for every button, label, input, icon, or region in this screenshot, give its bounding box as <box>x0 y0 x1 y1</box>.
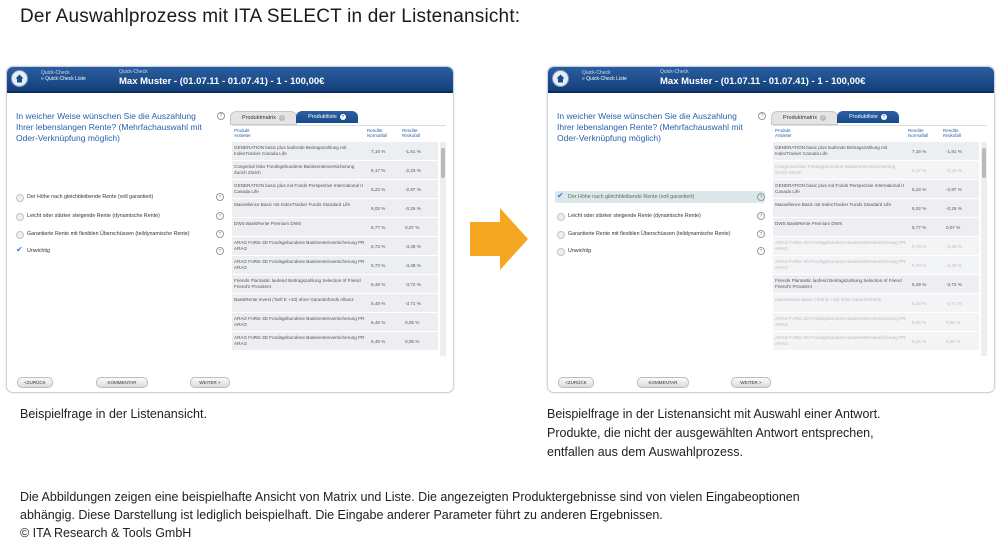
product-list-header <box>232 126 438 142</box>
answer-option[interactable] <box>14 228 224 240</box>
rendite-risiko-value: -1,81 % <box>946 149 962 154</box>
copyright: © ITA Research & Tools GmbH <box>20 526 192 540</box>
product-name: Congenial riskx Fondsgebundene Basisrentenversicherung Zurich Zürich <box>775 164 896 175</box>
rendite-risiko-value: 0,05 % <box>946 320 961 325</box>
rendite-risiko-value: -0,26 % <box>405 206 421 211</box>
rendite-risiko-value: -2,23 % <box>405 168 421 173</box>
rendite-risiko-value: -3,48 % <box>946 244 962 249</box>
product-row[interactable] <box>232 294 438 313</box>
scrollbar-thumb[interactable] <box>441 148 445 178</box>
product-row[interactable] <box>232 199 438 218</box>
breadcrumb-current: » Quick-Check Liste <box>582 76 627 82</box>
product-name: GENERATION basic plus mit Fonds Perspective International II Canada Life <box>775 183 904 194</box>
breadcrumb-current: » Quick-Check Liste <box>41 76 86 82</box>
product-row[interactable] <box>773 294 979 313</box>
col-rendite-risiko[interactable]: Rendite Risikofall <box>943 128 962 138</box>
product-name: ARAG FoRte 3D Fondsgebundene Basisrentenversicherung PR ARAG <box>234 259 365 270</box>
home-icon[interactable] <box>552 70 569 87</box>
rendite-normal-value: 6,17 % <box>371 168 386 173</box>
rendite-risiko-value: -0,26 % <box>946 206 962 211</box>
product-row[interactable] <box>773 237 979 256</box>
rendite-risiko-value: 0,07 % <box>946 225 961 230</box>
header-small-label: Quick-Check <box>660 69 689 75</box>
rendite-normal-value: 5,77 % <box>371 225 386 230</box>
product-row[interactable] <box>773 332 979 351</box>
product-name: ARAG FoRte 3D Fondsgebundene Basisrentenversicherung PR ARAG <box>775 240 906 251</box>
arrow-right-icon <box>470 208 530 270</box>
product-name: ARAG FoRte 3D Fondsgebundene Basisrentenversicherung PR ARAG <box>234 316 365 327</box>
option-info-icon[interactable]: ? <box>757 230 765 238</box>
rendite-normal-value: 6,02 % <box>912 206 927 211</box>
product-row[interactable] <box>232 218 438 237</box>
col-rendite-risiko[interactable]: Rendite Risikofall <box>402 128 421 138</box>
comment-button[interactable]: KOMMENTAR <box>96 377 148 388</box>
answer-option-label: Der Höhe nach gleichbleibende Rente (voll garantiert) <box>27 194 154 200</box>
product-row[interactable] <box>232 237 438 256</box>
rendite-risiko-value: 0,05 % <box>405 339 420 344</box>
comment-button[interactable]: KOMMENTAR <box>637 377 689 388</box>
tab-help-icon: ? <box>341 113 345 119</box>
product-row[interactable] <box>773 199 979 218</box>
breadcrumb-parent[interactable]: Quick-Check <box>582 70 611 76</box>
product-name: Maxxellence Basic mit IndexTracker Funds Standard Life <box>775 202 892 207</box>
home-icon[interactable] <box>11 70 28 87</box>
header-title: Max Muster - (01.07.11 - 01.07.41) - 1 - 100,00€ <box>119 76 325 87</box>
product-row[interactable] <box>773 180 979 199</box>
product-row[interactable] <box>232 180 438 199</box>
product-list <box>232 125 446 356</box>
product-name: Friends Plantastic laufend Beitragszahlung Selection of Friend Friend's Provident <box>234 278 361 289</box>
product-row[interactable] <box>773 275 979 294</box>
answer-option-label: Unwichtig <box>27 248 50 254</box>
tab-produktliste[interactable] <box>296 111 358 123</box>
answer-option-label: Leicht oder stärker steigende Rente (dynamische Rente) <box>27 213 160 219</box>
screenshot-list-view-selected <box>547 66 995 393</box>
option-info-icon[interactable]: ? <box>757 247 765 255</box>
product-row[interactable] <box>232 313 438 332</box>
answer-option-label: Garantierte Rente mit flexiblen Überschüssen (teildynamische Rente) <box>568 231 731 237</box>
rendite-risiko-value: -1,81 % <box>405 149 421 154</box>
radio-button[interactable] <box>557 213 565 221</box>
checkmark-icon[interactable]: ✔ <box>557 191 564 200</box>
answer-option[interactable] <box>14 210 224 222</box>
checkmark-icon[interactable]: ✔ <box>16 245 23 254</box>
tab-info-icon: ! <box>279 115 285 121</box>
page-title: Der Auswahlprozess mit ITA SELECT in der Listenansicht: <box>20 6 521 27</box>
product-name: Congenial riskx Fondsgebundene Basisrentenversicherung Zurich Zürich <box>234 164 355 175</box>
product-name: ARAG FoRte 3D Fondsgebundene Basisrentenversicherung PR ARAG <box>775 316 906 327</box>
product-name: GENERATION basic plus laufende Beitragszahlung mit IndexTracker Canada Life <box>234 145 347 156</box>
footer-note <box>20 488 980 542</box>
answer-option[interactable] <box>555 210 765 222</box>
header-small-label: Quick-Check <box>119 69 148 75</box>
tab-produktliste-label: Produktliste <box>308 114 337 120</box>
rendite-risiko-value: -3,72 % <box>405 282 421 287</box>
question-text: In weicher Weise wünschen Sie die Auszahlung Ihrer lebenslangen Rente? (Mehrfachauswahl mit Oder-Verknüpfung möglich) <box>557 111 743 143</box>
rendite-risiko-value: -2,23 % <box>946 168 962 173</box>
tab-produktliste-label: Produktliste <box>849 114 878 120</box>
footer-line: Die Abbildungen zeigen eine beispielhafte Ansicht von Matrix und Liste. Die angezeigten Produktergebnisse sind von vielen Eingabeoptionen <box>20 490 800 504</box>
product-row[interactable] <box>773 256 979 275</box>
right-caption <box>547 405 987 462</box>
rendite-risiko-value: -3,72 % <box>946 282 962 287</box>
option-info-icon[interactable]: ? <box>757 212 765 220</box>
rendite-normal-value: 6,02 % <box>371 206 386 211</box>
answer-option[interactable] <box>555 245 765 257</box>
tab-produktliste[interactable] <box>837 111 899 123</box>
breadcrumb-parent[interactable]: Quick-Check <box>41 70 70 76</box>
footer-line: abhängig. Diese Darstellung ist lediglich beispielhaft. Die Eingabe anderer Parameter führt zu anderen Ergebnissen. <box>20 508 663 522</box>
option-info-icon[interactable]: ? <box>216 247 224 255</box>
answer-option-label: Der Höhe nach gleichbleibende Rente (voll garantiert) <box>568 194 695 200</box>
option-info-icon[interactable]: ? <box>216 212 224 220</box>
right-caption-line: Beispielfrage in der Listenansicht mit Auswahl einer Antwort. <box>547 407 881 421</box>
back-button[interactable]: <ZURÜCK <box>17 377 53 388</box>
right-caption-line: Produkte, die nicht der ausgewählten Antwort entsprechen, <box>547 426 874 440</box>
rendite-normal-value: 5,45 % <box>912 320 927 325</box>
product-list <box>773 125 987 356</box>
answer-option[interactable] <box>14 191 224 203</box>
tab-info-icon: ! <box>820 115 826 121</box>
rendite-risiko-value: 0,05 % <box>946 339 961 344</box>
screenshot-list-view <box>6 66 454 393</box>
right-caption-line: entfallen aus dem Auswahlprozess. <box>547 445 743 459</box>
product-name: ARAG FoRte 3D Fondsgebundene Basisrentenversicherung PR ARAG <box>234 240 365 251</box>
col-product[interactable]: Produkt Anbieter <box>775 128 792 138</box>
next-button[interactable]: WEITER > <box>731 377 771 388</box>
product-name: ARAG FoRte 3D Fondsgebundene Basisrentenversicherung PR ARAG <box>775 259 906 270</box>
answer-option-label: Unwichtig <box>568 248 591 254</box>
question-info-icon[interactable]: ? <box>758 112 766 120</box>
app-header <box>7 67 453 93</box>
product-name: DWS BasisRente Premium DWS <box>775 221 843 226</box>
product-name: Maxxellence Basic (Tarif E +10) ohne Garantiefonds <box>775 297 882 302</box>
product-name: Friends Plantastic laufend Beitragszahlung Selection of Friend Friend's Provident <box>775 278 902 289</box>
rendite-normal-value: 6,22 % <box>371 187 386 192</box>
rendite-risiko-value: -2,87 % <box>405 187 421 192</box>
col-rendite-normal[interactable]: Rendite Normalfall <box>908 128 929 138</box>
rendite-risiko-value: -3,71 % <box>946 301 962 306</box>
answer-option-label: Garantierte Rente mit flexiblen Überschüssen (teildynamische Rente) <box>27 231 190 237</box>
rendite-normal-value: 7,16 % <box>371 149 386 154</box>
tab-produktmatrix-label: Produktmatrix <box>242 115 276 121</box>
answer-option-label: Leicht oder stärker steigende Rente (dynamische Rente) <box>568 213 701 219</box>
option-info-icon[interactable]: ? <box>216 230 224 238</box>
option-info-icon[interactable]: ? <box>216 193 224 201</box>
product-list-header <box>773 126 979 142</box>
breadcrumb <box>41 70 86 82</box>
scrollbar[interactable] <box>440 142 446 356</box>
breadcrumb <box>582 70 627 82</box>
product-row[interactable] <box>232 332 438 351</box>
radio-button[interactable] <box>16 231 24 239</box>
left-caption: Beispielfrage in der Listenansicht. <box>20 407 207 421</box>
product-row[interactable] <box>232 275 438 294</box>
answer-option[interactable] <box>14 245 224 257</box>
col-product[interactable]: Produkt Anbieter <box>234 128 251 138</box>
rendite-normal-value: 5,45 % <box>912 339 927 344</box>
header-title: Max Muster - (01.07.11 - 01.07.41) - 1 - 100,00€ <box>660 76 866 87</box>
product-row[interactable] <box>232 256 438 275</box>
scrollbar[interactable] <box>981 142 987 356</box>
product-name: Maxxellence Basic mit IndexTracker Funds Standard Life <box>234 202 351 207</box>
header-context <box>660 69 865 87</box>
product-name: GENERATION basic plus mit Fonds Perspective International II Canada Life <box>234 183 363 194</box>
tab-produktmatrix-label: Produktmatrix <box>783 115 817 121</box>
rendite-risiko-value: 0,05 % <box>405 320 420 325</box>
radio-button[interactable] <box>16 213 24 221</box>
product-name: DWS BasisRente Premium DWS <box>234 221 302 226</box>
tab-produktmatrix[interactable] <box>771 111 838 125</box>
rendite-risiko-value: -3,48 % <box>946 263 962 268</box>
rendite-normal-value: 5,49 % <box>371 282 386 287</box>
rendite-risiko-value: -3,48 % <box>405 244 421 249</box>
back-button[interactable]: <ZURÜCK <box>558 377 594 388</box>
rendite-risiko-value: -2,87 % <box>946 187 962 192</box>
rendite-normal-value: 6,22 % <box>912 187 927 192</box>
next-button[interactable]: WEITER > <box>190 377 230 388</box>
answer-option[interactable] <box>555 228 765 240</box>
tab-produktmatrix[interactable] <box>230 111 297 125</box>
radio-button[interactable] <box>557 231 565 239</box>
rendite-normal-value: 7,16 % <box>912 149 927 154</box>
rendite-normal-value: 5,48 % <box>371 301 386 306</box>
radio-button[interactable] <box>16 194 24 202</box>
rendite-normal-value: 5,77 % <box>912 225 927 230</box>
rendite-risiko-value: -3,48 % <box>405 263 421 268</box>
rendite-normal-value: 5,49 % <box>912 282 927 287</box>
product-row[interactable] <box>232 161 438 180</box>
rendite-normal-value: 5,73 % <box>912 263 927 268</box>
tab-help-icon: ? <box>882 113 886 119</box>
product-row[interactable] <box>232 142 438 161</box>
rendite-risiko-value: 0,07 % <box>405 225 420 230</box>
rendite-normal-value: 5,73 % <box>912 244 927 249</box>
product-row[interactable] <box>773 313 979 332</box>
rendite-normal-value: 5,73 % <box>371 263 386 268</box>
rendite-normal-value: 5,73 % <box>371 244 386 249</box>
rendite-normal-value: 5,48 % <box>912 301 927 306</box>
col-rendite-normal[interactable]: Rendite Normalfall <box>367 128 388 138</box>
answer-option[interactable] <box>555 191 765 203</box>
rendite-normal-value: 5,45 % <box>371 339 386 344</box>
rendite-normal-value: 5,45 % <box>371 320 386 325</box>
rendite-risiko-value: -3,71 % <box>405 301 421 306</box>
question-text: In weicher Weise wünschen Sie die Auszahlung Ihrer lebenslangen Rente? (Mehrfachauswahl mit Oder-Verknüpfung möglich) <box>16 111 202 143</box>
rendite-normal-value: 6,17 % <box>912 168 927 173</box>
radio-button[interactable] <box>557 248 565 256</box>
scrollbar-thumb[interactable] <box>982 148 986 178</box>
app-header <box>548 67 994 93</box>
question-info-icon[interactable]: ? <box>217 112 225 120</box>
option-info-icon[interactable]: ? <box>757 193 765 201</box>
product-row[interactable] <box>773 218 979 237</box>
product-row[interactable] <box>773 142 979 161</box>
product-name: ARAG FoRte 3D Fondsgebundene Basisrentenversicherung PR ARAG <box>234 335 365 346</box>
header-context <box>119 69 324 87</box>
product-name: GENERATION basic plus laufende Beitragszahlung mit IndexTracker Canada Life <box>775 145 888 156</box>
product-name: BasisRente Invest (Tarif E +10) ohne Garantiefonds Allianz <box>234 297 354 302</box>
product-name: ARAG FoRte 3D Fondsgebundene Basisrentenversicherung PR ARAG <box>775 335 906 346</box>
product-row[interactable] <box>773 161 979 180</box>
